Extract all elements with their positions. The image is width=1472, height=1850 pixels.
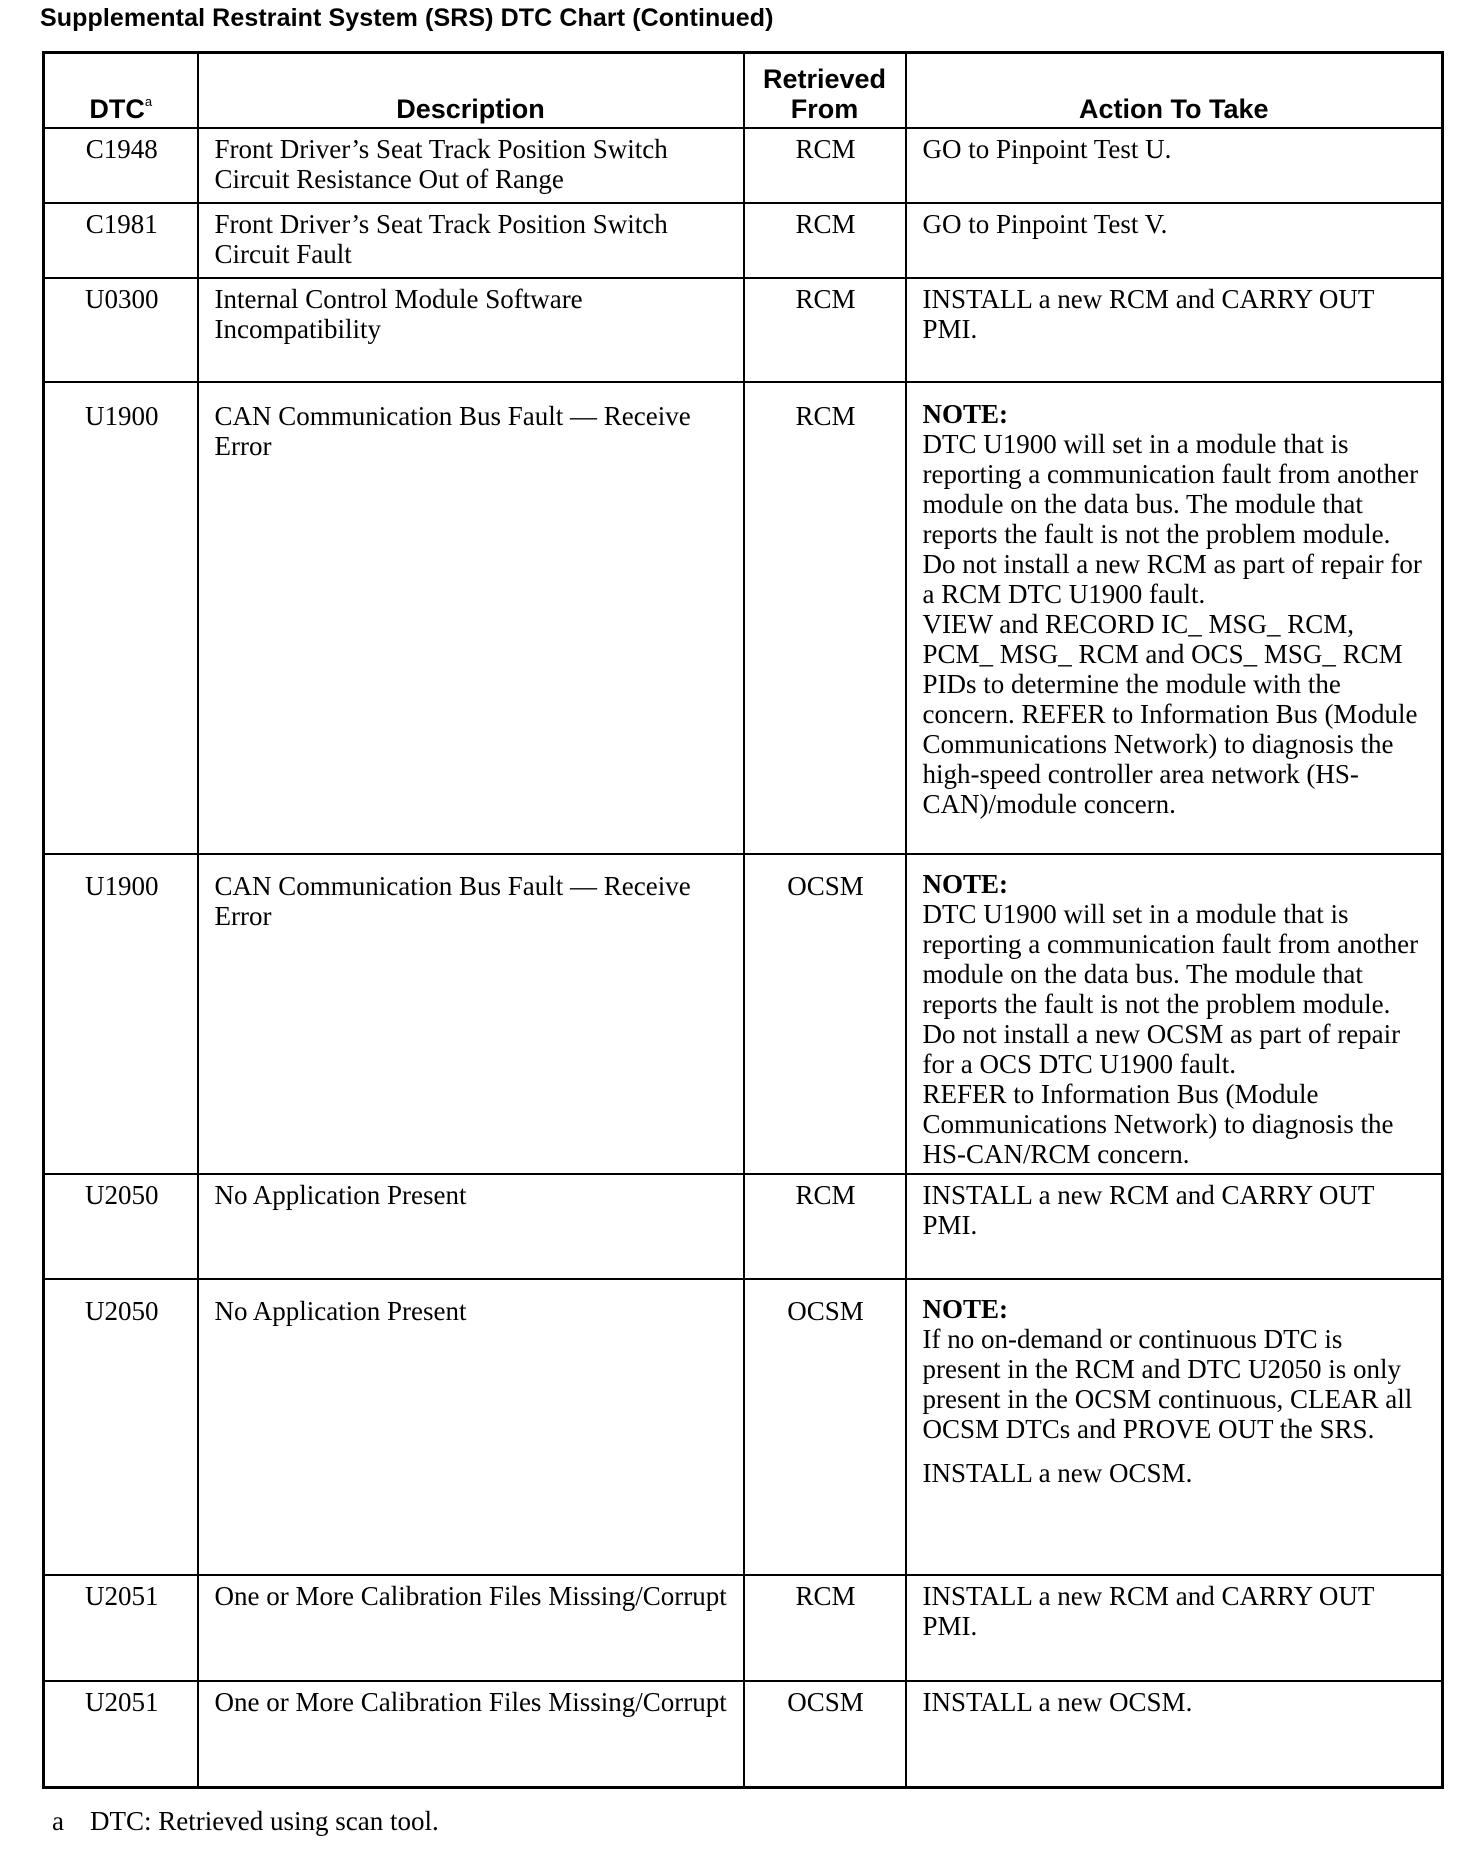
dtc-chart-table — [42, 51, 1444, 1789]
action-text: REFER to Information Bus (Module Communications Network) to diagnosis the HS-CAN/RCM concern. — [922, 1079, 1394, 1169]
dtc-code: U2051 — [44, 1681, 198, 1787]
retrieved-from: RCM — [744, 1575, 906, 1681]
retrieved-from: RCM — [744, 128, 906, 203]
header-retrieved-from: Retrieved From — [744, 53, 906, 129]
note-text: DTC U1900 will set in a module that is reporting a communication fault from another module on the data bus. The module that reports the fault is not the problem module. Do not install a new OCSM as part of repair for a OCS DTC U1900 fault. — [922, 899, 1419, 1079]
page-title: Supplemental Restraint System (SRS) DTC Chart (Continued) — [40, 4, 774, 32]
action-to-take — [906, 1279, 1443, 1575]
dtc-description: No Application Present — [198, 1174, 744, 1279]
retrieved-from: RCM — [744, 203, 906, 278]
dtc-description: Front Driver’s Seat Track Position Switch Circuit Fault — [198, 203, 744, 278]
table-row — [44, 1174, 1443, 1279]
footnote — [52, 1806, 439, 1837]
note-text: DTC U1900 will set in a module that is reporting a communication fault from another module on the data bus. The module that reports the fault is not the problem module. Do not install a new RCM as part of repair for a RCM DTC U1900 fault. — [922, 429, 1422, 609]
dtc-code: C1948 — [44, 128, 198, 203]
dtc-code: U0300 — [44, 278, 198, 382]
retrieved-from: RCM — [744, 382, 906, 854]
action-to-take: INSTALL a new RCM and CARRY OUT PMI. — [906, 1174, 1443, 1279]
retrieved-from: RCM — [744, 278, 906, 382]
footnote-marker: a — [144, 94, 153, 109]
action-to-take: GO to Pinpoint Test U. — [906, 128, 1443, 203]
note-label: NOTE: — [922, 1294, 1009, 1324]
header-dtc: DTC$^a$ — [44, 53, 198, 129]
table-row — [44, 1279, 1443, 1575]
footnote-mark: a — [52, 1806, 64, 1836]
dtc-code: C1981 — [44, 203, 198, 278]
dtc-description: One or More Calibration Files Missing/Corrupt — [198, 1681, 744, 1787]
action-to-take: INSTALL a new OCSM. — [906, 1681, 1443, 1787]
dtc-code: U2050 — [44, 1279, 198, 1575]
note-text: If no on-demand or continuous DTC is present in the RCM and DTC U2050 is only present in the OCSM continuous, CLEAR all OCSM DTCs and PROVE OUT the SRS. — [922, 1324, 1413, 1444]
dtc-code: U1900 — [44, 854, 198, 1174]
dtc-code: U1900 — [44, 382, 198, 854]
action-to-take: INSTALL a new RCM and CARRY OUT PMI. — [906, 278, 1443, 382]
table-row — [44, 854, 1443, 1174]
action-to-take: GO to Pinpoint Test V. — [906, 203, 1443, 278]
header-action: Action To Take — [906, 53, 1443, 129]
action-text: INSTALL a new OCSM. — [922, 1458, 1193, 1488]
note-label: NOTE: — [922, 399, 1009, 429]
dtc-description: Internal Control Module Software Incompatibility — [198, 278, 744, 382]
dtc-code: U2051 — [44, 1575, 198, 1681]
retrieved-from: OCSM — [744, 1681, 906, 1787]
action-to-take: INSTALL a new RCM and CARRY OUT PMI. — [906, 1575, 1443, 1681]
table-header-row — [44, 53, 1443, 129]
action-to-take — [906, 382, 1443, 854]
action-to-take — [906, 854, 1443, 1174]
dtc-description: One or More Calibration Files Missing/Corrupt — [198, 1575, 744, 1681]
action-text: VIEW and RECORD IC_ MSG_ RCM, PCM_ MSG_ RCM and OCS_ MSG_ RCM PIDs to determine the module with the concern. REFER to Information Bus (Module Communications Network) to diagnosis the high-speed controller area network (HS-CAN)/module concern. — [922, 609, 1418, 819]
header-description: Description — [198, 53, 744, 129]
table-row — [44, 278, 1443, 382]
retrieved-from: OCSM — [744, 1279, 906, 1575]
table-row — [44, 1681, 1443, 1787]
dtc-description: CAN Communication Bus Fault — Receive Error — [198, 382, 744, 854]
retrieved-from: OCSM — [744, 854, 906, 1174]
table-row — [44, 203, 1443, 278]
note-label: NOTE: — [922, 869, 1009, 899]
dtc-description: Front Driver’s Seat Track Position Switch Circuit Resistance Out of Range — [198, 128, 744, 203]
footnote-text: DTC: Retrieved using scan tool. — [90, 1806, 439, 1836]
dtc-code: U2050 — [44, 1174, 198, 1279]
table-row — [44, 128, 1443, 203]
dtc-description: CAN Communication Bus Fault — Receive Error — [198, 854, 744, 1174]
retrieved-from: RCM — [744, 1174, 906, 1279]
table-row — [44, 382, 1443, 854]
table-row — [44, 1575, 1443, 1681]
dtc-description: No Application Present — [198, 1279, 744, 1575]
